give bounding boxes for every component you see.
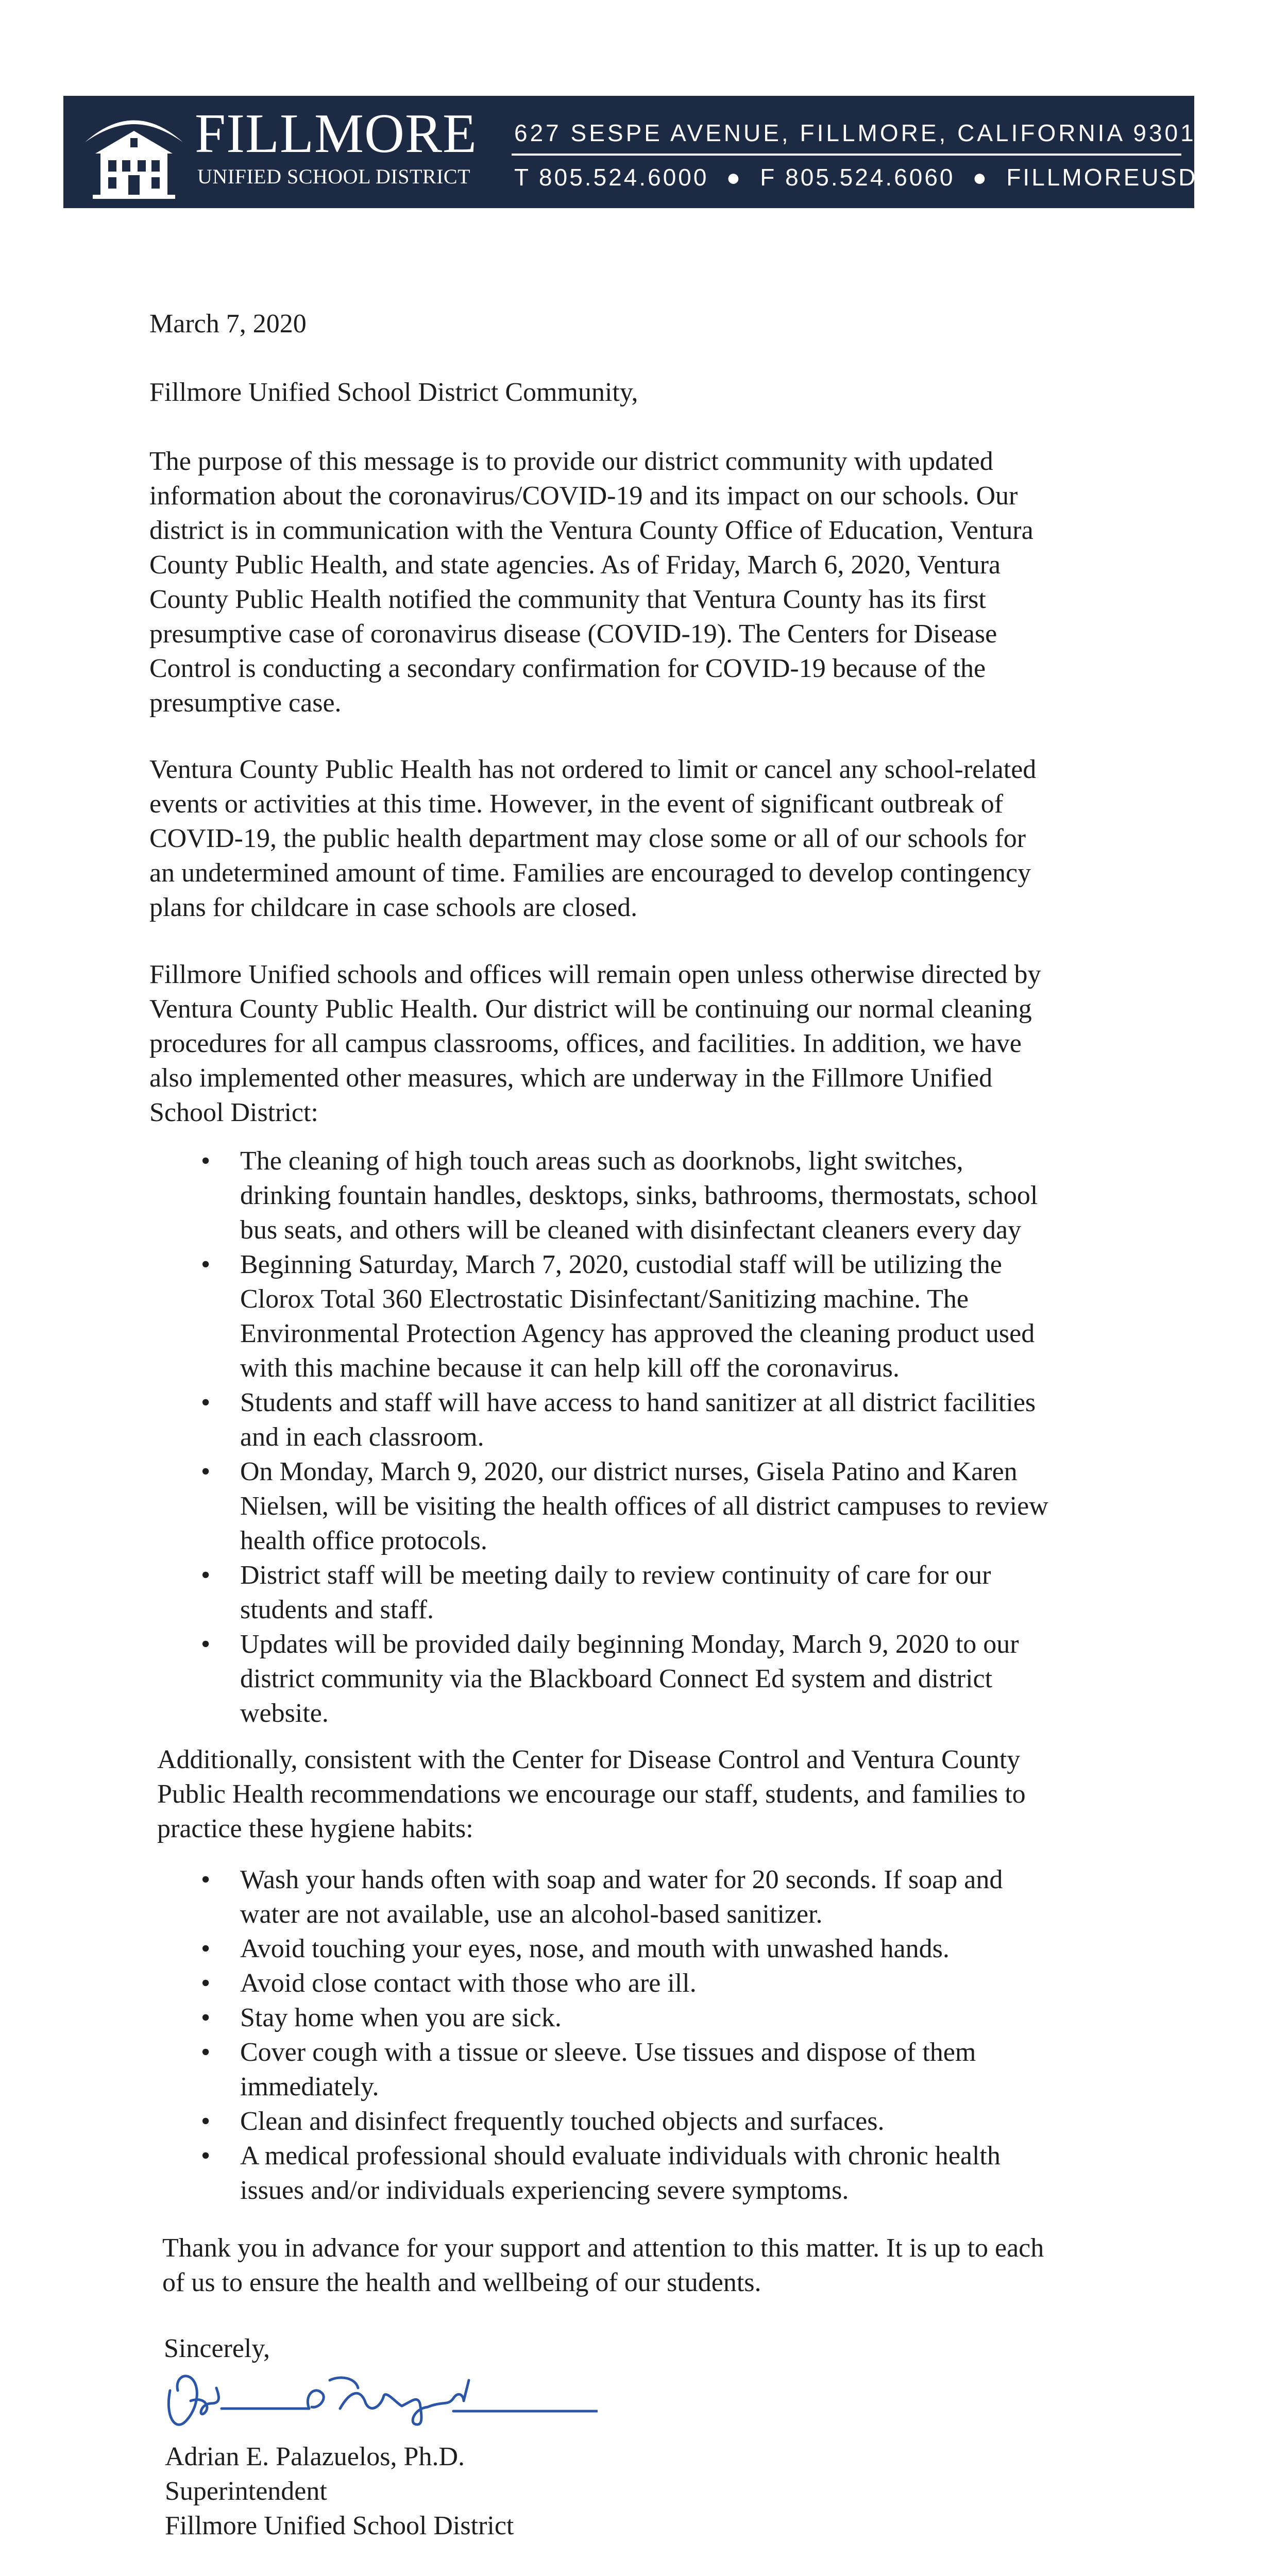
list-item (201, 1247, 1048, 1385)
hygiene-habits-list (201, 1862, 1003, 2208)
text-line: Nielsen, will be visiting the health offices of all district campuses to review (240, 1492, 1048, 1521)
text-line: County Public Health, and state agencies. As of Friday, March 6, 2020, Ventura (149, 550, 1001, 580)
district-name: FILLMORE (195, 103, 477, 164)
list-item (201, 1558, 1048, 1627)
letterhead-divider (512, 154, 1181, 156)
list-item (201, 1144, 1048, 1247)
text-line: • Beginning Saturday, March 7, 2020, custodial staff will be utilizing the (240, 1250, 1002, 1279)
website-text: FILLMOREUSD.ORG (1006, 164, 1267, 191)
text-line: procedures for all campus classrooms, offices, and facilities. In addition, we have (149, 1029, 1022, 1058)
text-line: Ventura County Public Health has not ordered to limit or cancel any school-related (149, 755, 1037, 784)
measures-list (201, 1144, 1048, 1731)
text-line: and in each classroom. (240, 1422, 484, 1452)
text-line: Public Health recommendations we encourage our staff, students, and families to (157, 1780, 1026, 1809)
text-line: Additionally, consistent with the Center for Disease Control and Ventura County (157, 1745, 1021, 1774)
text-line: • Avoid touching your eyes, nose, and mouth with unwashed hands. (240, 1934, 950, 1963)
text-line: COVID-19, the public health department may close some or all of our schools for (149, 824, 1026, 853)
text-line: practice these hygiene habits: (157, 1814, 473, 1843)
text-line: plans for childcare in case schools are closed. (149, 893, 638, 922)
text-line: information about the coronavirus/COVID-19 and its impact on our schools. Our (149, 481, 1018, 511)
text-line: events or activities at this time. However, in the event of significant outbreak of (149, 789, 1004, 819)
signer-title: Superintendent (165, 2477, 327, 2506)
text-line: district community via the Blackboard Connect Ed system and district (240, 1664, 993, 1693)
text-line: Ventura County Public Health. Our district will be continuing our normal cleaning (149, 994, 1032, 1024)
paragraph-measures-intro (149, 957, 1041, 1130)
list-item (201, 1931, 1003, 1966)
list-item (201, 2035, 1003, 2104)
text-line: Clorox Total 360 Electrostatic Disinfectant/Sanitizing machine. The (240, 1284, 969, 1314)
text-line: district is in communication with the Ventura County Office of Education, Ventura (149, 516, 1033, 545)
phone-number: T 805.524.6000 (514, 164, 709, 191)
text-line: website. (240, 1699, 329, 1728)
text-line: of us to ensure the health and wellbeing of our students. (162, 2268, 761, 2297)
text-line: presumptive case of coronavirus disease (COVID-19). The Centers for Disease (149, 619, 997, 649)
text-line: Thank you in advance for your support and attention to this matter. It is up to each (162, 2233, 1044, 2263)
text-line: with this machine because it can help kill off the coronavirus. (240, 1353, 900, 1383)
text-line: Control is conducting a secondary confirmation for COVID-19 because of the (149, 654, 986, 683)
text-line: • The cleaning of high touch areas such as doorknobs, light switches, (240, 1146, 963, 1176)
text-line: water are not available, use an alcohol-based sanitizer. (240, 1900, 823, 1929)
text-line: presumptive case. (149, 688, 342, 718)
paragraph-intro (149, 444, 1033, 720)
list-item (201, 2104, 1003, 2139)
text-line: drinking fountain handles, desktops, sinks, bathrooms, thermostats, school (240, 1181, 1038, 1210)
text-line: • A medical professional should evaluate individuals with chronic health (240, 2141, 1001, 2171)
text-line: students and staff. (240, 1595, 434, 1624)
list-item (201, 2139, 1003, 2208)
district-address: 627 SESPE AVENUE, FILLMORE, CALIFORNIA 93015 (514, 120, 1212, 146)
text-line: School District: (149, 1098, 318, 1127)
letterhead-banner (63, 96, 1267, 208)
text-line: • Cover cough with a tissue or sleeve. Use tissues and dispose of them (240, 2038, 976, 2067)
text-line: an undetermined amount of time. Families are encouraged to develop contingency (149, 858, 1031, 888)
signer-name: Adrian E. Palazuelos, Ph.D. (165, 2442, 465, 2471)
text-line: • Updates will be provided daily beginning Monday, March 9, 2020 to our (240, 1630, 1019, 1659)
list-item (201, 1862, 1003, 1931)
bullet-separator: ● (726, 164, 743, 191)
handwritten-signature (155, 2360, 598, 2437)
bullet-separator: ● (972, 164, 989, 191)
salutation: Fillmore Unified School District Community, (149, 378, 638, 407)
text-line: County Public Health notified the community that Ventura County has its first (149, 585, 986, 614)
list-item (201, 1966, 1003, 2001)
text-line: bus seats, and others will be cleaned with disinfectant cleaners every day (240, 1215, 1022, 1245)
text-line: immediately. (240, 2072, 379, 2102)
paragraph-events (149, 752, 1036, 925)
text-line: • Wash your hands often with soap and water for 20 seconds. If soap and (240, 1865, 1003, 1894)
list-item (201, 1385, 1048, 1454)
valediction: Sincerely, (164, 2334, 270, 2363)
signer-organization: Fillmore Unified School District (165, 2511, 514, 2540)
list-item (201, 1454, 1048, 1558)
text-line: Fillmore Unified schools and offices will remain open unless otherwise directed by (149, 960, 1041, 989)
text-line: issues and/or individuals experiencing severe symptoms. (240, 2176, 849, 2205)
list-item (201, 2001, 1003, 2035)
closing-paragraph (162, 2231, 1044, 2300)
letter-date: March 7, 2020 (149, 309, 307, 338)
list-item (201, 1627, 1048, 1731)
text-line: • On Monday, March 9, 2020, our district nurses, Gisela Patino and Karen (240, 1457, 1018, 1486)
district-subtitle: UNIFIED SCHOOL DISTRICT (197, 165, 471, 188)
fax-number: F 805.524.6060 (760, 164, 955, 191)
text-line: The purpose of this message is to provide our district community with updated (149, 447, 993, 476)
school-building-logo-icon (80, 106, 188, 201)
signature-block (165, 2439, 514, 2543)
text-line: Environmental Protection Agency has approved the cleaning product used (240, 1319, 1035, 1348)
text-line: • Stay home when you are sick. (240, 2003, 562, 2032)
contact-line (514, 163, 1266, 192)
text-line: also implemented other measures, which are underway in the Fillmore Unified (149, 1063, 993, 1093)
text-line: • District staff will be meeting daily to review continuity of care for our (240, 1561, 991, 1590)
text-line: • Clean and disinfect frequently touched objects and surfaces. (240, 2107, 885, 2136)
text-line: • Avoid close contact with those who are ill. (240, 1969, 697, 1998)
text-line: health office protocols. (240, 1526, 487, 1555)
paragraph-hygiene-intro (157, 1742, 1026, 1846)
text-line: • Students and staff will have access to hand sanitizer at all district facilities (240, 1388, 1036, 1417)
